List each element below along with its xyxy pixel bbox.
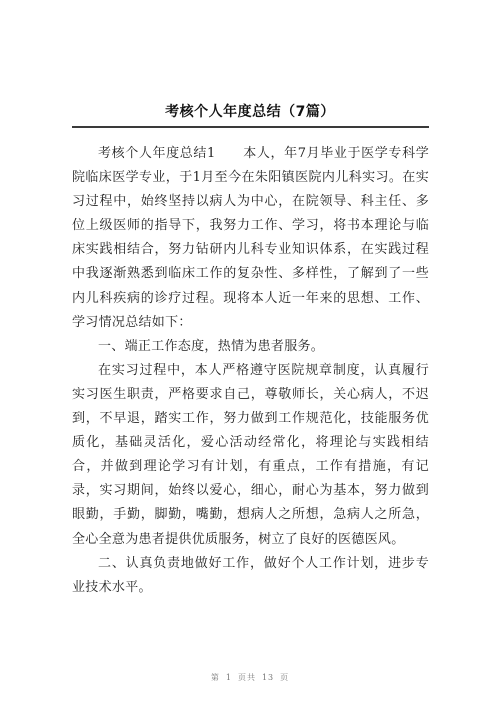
document-body <box>72 142 429 600</box>
footer-page-number: 1 <box>225 673 232 682</box>
section-heading-2: 二、认真负责地做好工作，做好个人工作计划，进步专业技术水平。 <box>72 555 429 595</box>
section-heading-1: 一、端正工作态度，热情为患者服务。 <box>98 338 325 354</box>
page-footer <box>0 672 500 683</box>
footer-total-pages: 13 <box>261 673 275 682</box>
footer-middle: 页共 <box>237 673 256 682</box>
title-divider <box>72 126 429 128</box>
footer-prefix: 第 <box>210 673 220 682</box>
footer-suffix: 页 <box>280 673 290 682</box>
paragraph-section-1: 在实习过程中，本人严格遵守医院规章制度，认真履行实习医生职责，严格要求自己，尊敬师长，关心病人，不迟到，不早退，踏实工作，努力做到工作规范化，技能服务优质化，基础灵活化，爱心活动经常化，将理论与实践相结合，并做到理论学习有计划，有重点，工作有措施，有记录，实习期间，始终以爱心，细心，耐心为基本，努力做到眼勤，手勤，脚勤，嘴勤，想病人之所想，急病人之所急，全心全意为患者提供优质服务，树立了良好的医德医风。 <box>72 362 429 547</box>
document-title: 考核个人年度总结（7篇） <box>165 104 335 120</box>
paragraph-intro: 考核个人年度总结1 本人，年7月毕业于医学专科学院临床医学专业，于1月至今在朱阳镇医院内儿科实习。在实习过程中，始终坚持以病人为中心，在院领导、科主任、多位上级医师的指导下，我努力工作、学习，将书本理论与临床实践相结合，努力钻研内儿科专业知识体系，在实践过程中我逐渐熟悉到临床工作的复杂性、多样性，了解到了一些内儿科疾病的诊疗过程。现将本人近一年来的思想、工作、学习情况总结如下： <box>72 146 429 330</box>
